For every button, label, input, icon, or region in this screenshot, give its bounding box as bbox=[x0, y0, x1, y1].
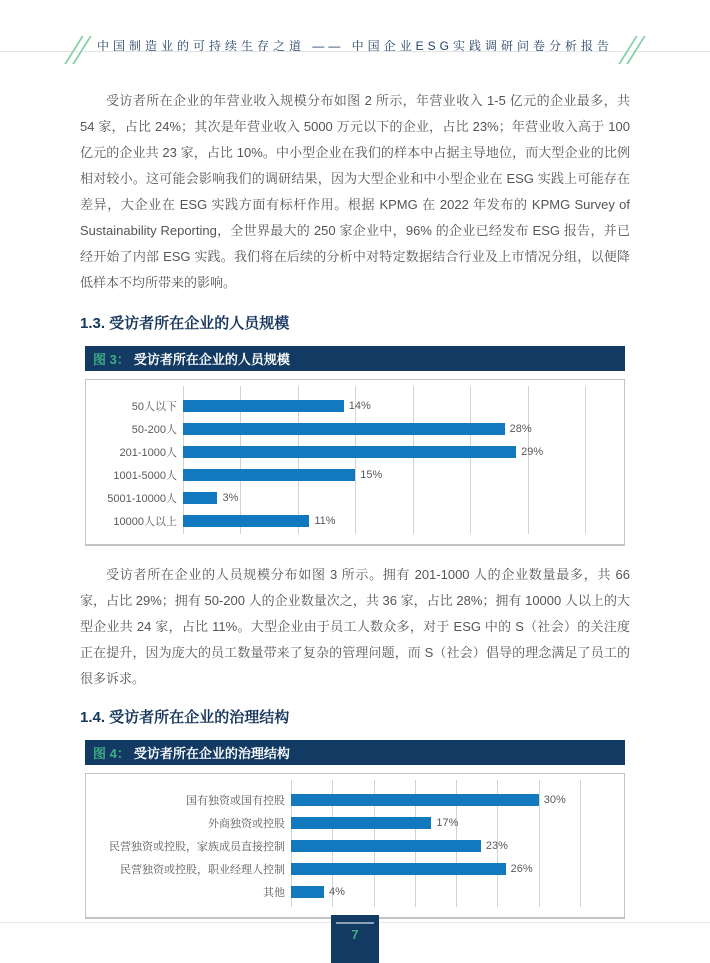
bar-track bbox=[183, 515, 585, 527]
bar bbox=[291, 817, 431, 829]
bar bbox=[183, 446, 516, 458]
category-label: 50人以下 bbox=[131, 400, 177, 413]
chart-row bbox=[86, 857, 624, 880]
page-number: 7 bbox=[351, 927, 359, 942]
value-label: 4% bbox=[329, 885, 345, 898]
bar-track bbox=[183, 469, 585, 481]
chart-row bbox=[86, 394, 624, 417]
category-label: 201-1000人 bbox=[119, 446, 177, 459]
page-header bbox=[0, 0, 710, 52]
category-label: 其他 bbox=[263, 886, 285, 899]
page-number-box bbox=[331, 915, 379, 963]
bar bbox=[183, 515, 309, 527]
bar bbox=[183, 400, 344, 412]
bar-track bbox=[291, 840, 580, 852]
page-number-box-rule bbox=[336, 922, 374, 924]
chart-plot-area bbox=[86, 774, 624, 917]
chart-row bbox=[86, 417, 624, 440]
figure-4-titlebar bbox=[85, 740, 625, 765]
bar-track bbox=[183, 492, 585, 504]
value-label: 29% bbox=[521, 445, 544, 458]
paragraph-revenue-analysis: 受访者所在企业的年营业收入规模分布如图 2 所示，年营业收入 1-5 亿元的企业最多，共 54 家，占比 24%；其次是年营业收入 5000 万元以下的企业，占比 23%；年营业收入高于 100 亿元的企业共 23 家，占比 10%。中小型企业在我们的样本中占据主导地位，而大型企业的比例相对较小。这可能会影响我们的调研结果，因为大型企业和中小型企业在 ESG 实践上可能存在差异，大企业在 ESG 实践方面有标杆作用。根据 KPMG 在 2022 年发布的 KPMG Survey of Sustainability Reporting，全世界最大的 250 家企业中，96% 的企业已经发布 ESG 报告，并已经开始了内部 ESG 实践。我们将在后续的分析中对特定数据结合行业及上市情况分组，以便降低样本不均所带来的影响。 bbox=[80, 93, 630, 290]
bar-track bbox=[291, 863, 580, 875]
bar bbox=[183, 469, 355, 481]
category-label: 国有独资或国有控股 bbox=[186, 794, 285, 807]
figure-4-title: 受访者所在企业的治理结构 bbox=[133, 746, 290, 761]
bar bbox=[291, 886, 324, 898]
page-body bbox=[0, 88, 710, 919]
figure-4-number-label: 图 4： bbox=[93, 746, 130, 761]
value-label: 28% bbox=[509, 422, 532, 435]
chart-row bbox=[86, 486, 624, 509]
bar-track bbox=[183, 423, 585, 435]
chart-row bbox=[86, 463, 624, 486]
chart-row bbox=[86, 509, 624, 532]
figure-3-number-label: 图 3： bbox=[93, 352, 130, 367]
chart-row bbox=[86, 880, 624, 903]
figure-3-titlebar bbox=[85, 346, 625, 371]
bar bbox=[291, 840, 481, 852]
bar bbox=[291, 794, 539, 806]
header-title: 中国制造业的可持续生存之道 —— 中国企业ESG实践调研问卷分析报告 bbox=[96, 38, 613, 53]
category-label: 民营独资或控股，家族成员直接控制 bbox=[109, 840, 285, 853]
figure-3-title: 受访者所在企业的人员规模 bbox=[133, 352, 290, 367]
header-slash-right-icon bbox=[618, 36, 645, 64]
category-label: 50-200人 bbox=[131, 423, 177, 436]
value-label: 14% bbox=[348, 399, 371, 412]
bar-track bbox=[183, 446, 585, 458]
bar-track bbox=[291, 886, 580, 898]
value-label: 11% bbox=[314, 514, 336, 527]
chart-row bbox=[86, 811, 624, 834]
value-label: 26% bbox=[510, 862, 533, 875]
chart-row bbox=[86, 834, 624, 857]
bar-track bbox=[291, 794, 580, 806]
chart-row bbox=[86, 440, 624, 463]
category-label: 10000人以上 bbox=[113, 515, 177, 528]
chart-row bbox=[86, 788, 624, 811]
value-label: 30% bbox=[543, 793, 566, 806]
category-label: 民营独资或控股，职业经理人控制 bbox=[120, 863, 285, 876]
header-slash-left-icon bbox=[64, 36, 91, 64]
bar-track bbox=[291, 817, 580, 829]
figure-4 bbox=[85, 740, 625, 919]
figure-3 bbox=[85, 346, 625, 546]
bar bbox=[183, 492, 217, 504]
category-label: 5001-10000人 bbox=[107, 492, 177, 505]
value-label: 3% bbox=[222, 491, 239, 504]
section-heading-1-3: 1.3. 受访者所在企业的人员规模 bbox=[80, 315, 290, 332]
section-heading-1-4: 1.4. 受访者所在企业的治理结构 bbox=[80, 709, 290, 726]
headcount-bar-chart bbox=[85, 379, 625, 546]
header-row bbox=[0, 0, 710, 64]
value-label: 15% bbox=[360, 468, 383, 481]
page-footer bbox=[0, 915, 710, 963]
value-label: 23% bbox=[485, 839, 508, 852]
bar-track bbox=[183, 400, 585, 412]
category-label: 1001-5000人 bbox=[113, 469, 177, 482]
bar bbox=[291, 863, 506, 875]
bar bbox=[183, 423, 505, 435]
category-label: 外商独资或控股 bbox=[208, 817, 285, 830]
chart-plot-area bbox=[86, 380, 624, 544]
governance-bar-chart bbox=[85, 773, 625, 919]
paragraph-headcount-analysis: 受访者所在企业的人员规模分布如图 3 所示。拥有 201-1000 人的企业数量最多，共 66 家，占比 29%；拥有 50-200 人的企业数量次之，共 36 家，占比 28%；拥有 10000 人以上的大型企业共 24 家，占比 11%。大型企业由于员工人数众多，对于 ESG 中的 S（社会）的关注度正在提升，因为庞大的员工数量带来了复杂的管理问题，而 S（社会）倡导的理念满足了员工的很多诉求。 bbox=[80, 567, 630, 686]
value-label: 17% bbox=[436, 816, 459, 829]
